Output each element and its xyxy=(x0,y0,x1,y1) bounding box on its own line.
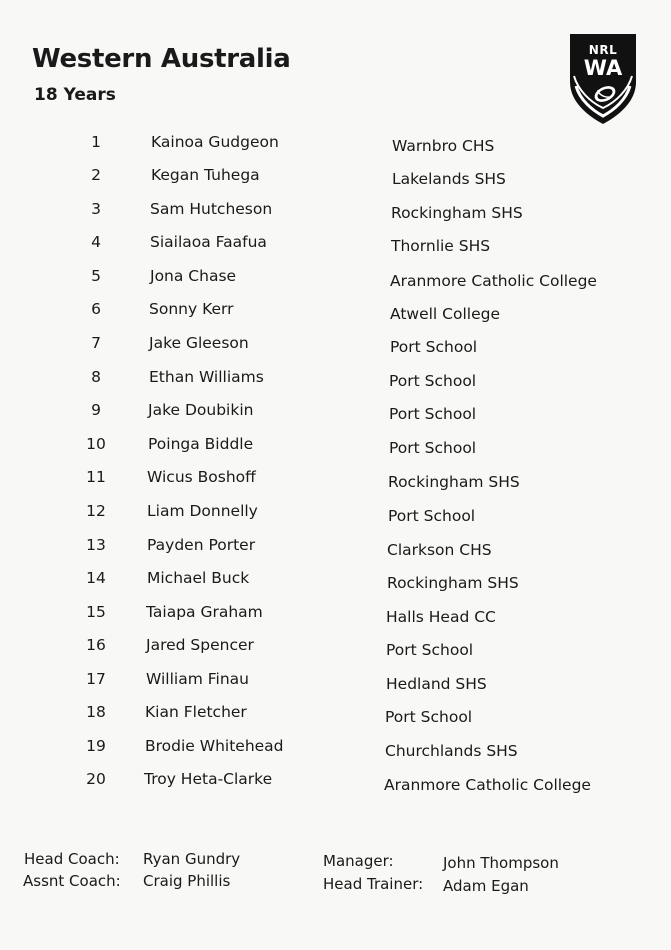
head-trainer-name: Adam Egan xyxy=(443,877,529,895)
player-number: 19 xyxy=(86,737,106,755)
player-school: Rockingham SHS xyxy=(388,473,520,491)
player-name: Sonny Kerr xyxy=(149,300,234,318)
player-school: Aranmore Catholic College xyxy=(384,776,591,794)
player-number: 12 xyxy=(86,502,106,520)
player-row xyxy=(0,536,671,560)
player-school: Port School xyxy=(389,372,477,390)
assistant-coach-label: Assnt Coach: xyxy=(23,872,121,890)
page-title: Western Australia xyxy=(32,44,291,74)
player-number: 4 xyxy=(91,233,101,251)
player-number: 1 xyxy=(91,133,101,151)
player-number: 11 xyxy=(86,468,106,486)
player-row xyxy=(0,603,671,627)
player-number: 2 xyxy=(91,166,101,184)
player-name: Kegan Tuhega xyxy=(151,166,260,184)
player-row xyxy=(0,569,671,593)
player-name: Brodie Whitehead xyxy=(145,737,284,755)
player-name: Troy Heta-Clarke xyxy=(144,770,273,788)
player-school: Port School xyxy=(385,708,473,726)
player-name: Siailaoa Faafua xyxy=(150,233,267,251)
manager-label: Manager: xyxy=(323,852,394,870)
player-number: 20 xyxy=(86,770,106,788)
player-row xyxy=(0,200,671,224)
assistant-coach-name: Craig Phillis xyxy=(143,872,231,890)
player-name: Sam Hutcheson xyxy=(150,200,273,218)
player-name: Jake Doubikin xyxy=(148,401,254,419)
player-school: Warnbro CHS xyxy=(392,137,495,155)
player-school: Halls Head CC xyxy=(386,608,496,626)
player-row xyxy=(0,133,671,157)
player-school: Rockingham SHS xyxy=(387,574,519,592)
player-row xyxy=(0,703,671,727)
player-number: 17 xyxy=(86,670,106,688)
player-number: 18 xyxy=(86,703,106,721)
player-number: 16 xyxy=(86,636,106,654)
player-school: Lakelands SHS xyxy=(392,170,506,188)
player-row xyxy=(0,636,671,660)
player-school: Hedland SHS xyxy=(386,675,487,693)
player-name: Liam Donnelly xyxy=(147,502,258,520)
player-row xyxy=(0,300,671,324)
player-number: 6 xyxy=(91,300,101,318)
player-name: Wicus Boshoff xyxy=(147,468,256,486)
player-row xyxy=(0,401,671,425)
player-school: Port School xyxy=(389,405,477,423)
player-row xyxy=(0,670,671,694)
player-row xyxy=(0,334,671,358)
player-number: 14 xyxy=(86,569,106,587)
logo-nrl-text: NRL xyxy=(588,43,618,57)
player-number: 9 xyxy=(91,401,101,419)
player-number: 10 xyxy=(86,435,106,453)
player-name: Kainoa Gudgeon xyxy=(151,133,279,151)
player-row xyxy=(0,267,671,291)
player-number: 3 xyxy=(91,200,101,218)
age-group-subtitle: 18 Years xyxy=(34,85,116,105)
head-trainer-label: Head Trainer: xyxy=(323,875,424,893)
player-name: Jared Spencer xyxy=(146,636,254,654)
player-school: Rockingham SHS xyxy=(391,204,523,222)
player-number: 13 xyxy=(86,536,106,554)
player-school: Port School xyxy=(388,507,476,525)
player-name: Payden Porter xyxy=(147,536,256,554)
player-row xyxy=(0,233,671,257)
player-row xyxy=(0,737,671,761)
player-school: Port School xyxy=(390,338,478,356)
player-school: Clarkson CHS xyxy=(387,541,492,559)
player-number: 5 xyxy=(91,267,101,285)
manager-name: John Thompson xyxy=(443,854,559,872)
player-school: Atwell College xyxy=(390,305,500,323)
player-name: Kian Fletcher xyxy=(145,703,247,721)
player-row xyxy=(0,435,671,459)
player-school: Aranmore Catholic College xyxy=(390,272,597,290)
player-row xyxy=(0,502,671,526)
player-school: Port School xyxy=(386,641,474,659)
player-row xyxy=(0,770,671,794)
player-school: Port School xyxy=(389,439,477,457)
player-name: Jake Gleeson xyxy=(149,334,249,352)
player-name: Michael Buck xyxy=(147,569,250,587)
player-number: 8 xyxy=(91,368,101,386)
head-coach-label: Head Coach: xyxy=(24,850,120,868)
player-name: Ethan Williams xyxy=(149,368,264,386)
player-row xyxy=(0,468,671,492)
player-school: Churchlands SHS xyxy=(385,742,518,760)
player-name: William Finau xyxy=(146,670,249,688)
player-school: Thornlie SHS xyxy=(391,237,491,255)
nrl-wa-logo xyxy=(568,32,638,126)
player-name: Taiapa Graham xyxy=(146,603,263,621)
head-coach-name: Ryan Gundry xyxy=(143,850,241,868)
player-name: Poinga Biddle xyxy=(148,435,254,453)
player-number: 15 xyxy=(86,603,106,621)
logo-wa-text: WA xyxy=(583,56,623,80)
player-row xyxy=(0,368,671,392)
player-name: Jona Chase xyxy=(150,267,237,285)
player-row xyxy=(0,166,671,190)
player-number: 7 xyxy=(91,334,101,352)
